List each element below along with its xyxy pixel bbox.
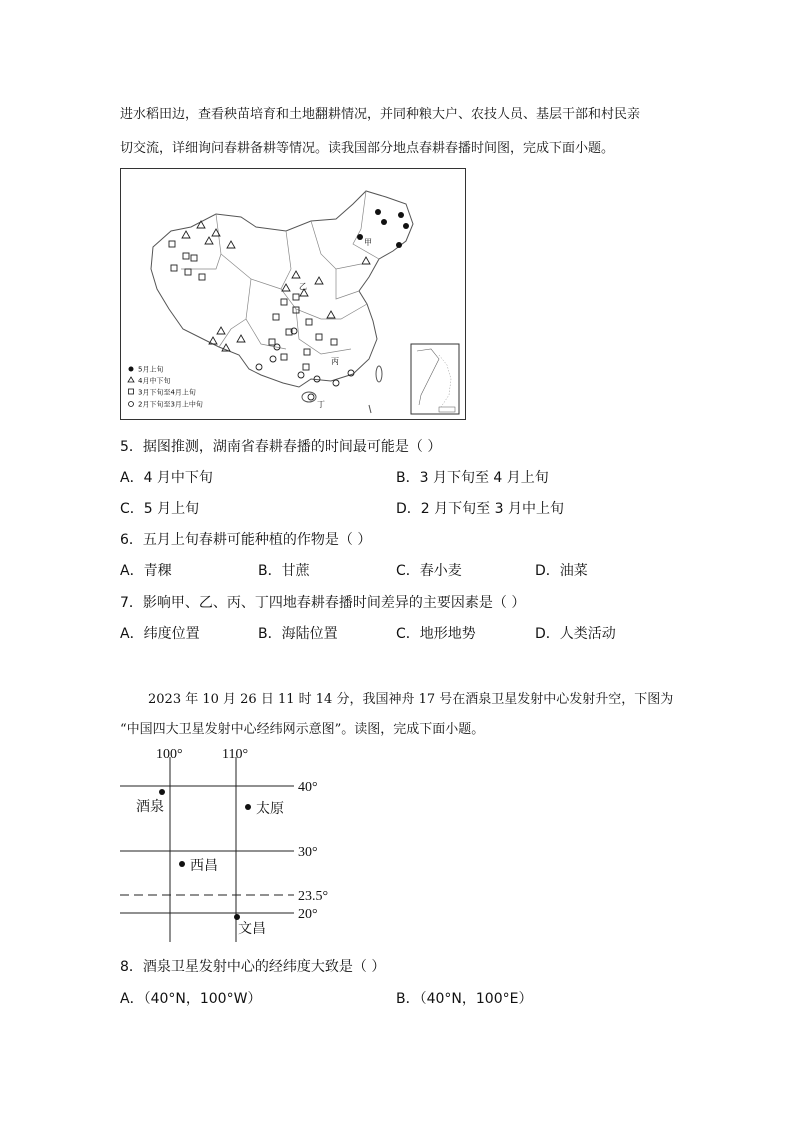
site-label-xichang: 西昌	[190, 858, 218, 874]
q6-option-c[interactable]: C．春小麦	[396, 563, 462, 579]
question-number: 5．	[120, 439, 143, 455]
question-number: 8．	[120, 959, 143, 975]
question-text: 据图推测，湖南省春耕春播的时间最可能是（ ）	[142, 439, 442, 455]
grid-svg	[110, 742, 370, 947]
legend-label-1: 5月上旬	[138, 365, 164, 374]
legend-dot-icon	[129, 367, 134, 372]
intro-line-1: 进水稻田边，查看秧苗培育和土地翻耕情况，并同种粮大户、农技人员、基层干部和村民亲	[120, 107, 641, 122]
q8-option-a[interactable]: A．（40°N，100°W）	[120, 991, 262, 1007]
map-legend	[128, 365, 203, 409]
legend-label-3: 3月下旬至4月上旬	[138, 388, 196, 397]
markers-late-march	[169, 241, 337, 370]
question-text: 五月上旬春耕可能种植的作物是（ ）	[142, 532, 372, 548]
lon-label-100: 100°	[156, 747, 183, 762]
passage2-line-1: 2023 年 10 月 26 日 11 时 14 分，我国神舟 17 号在酒泉卫星发射中心发射升空，下图为	[148, 692, 674, 707]
q8-option-b[interactable]: B．（40°N，100°E）	[396, 991, 533, 1007]
lon-label-110: 110°	[222, 747, 249, 762]
launch-centers-grid-figure	[110, 742, 370, 947]
question-text: 酒泉卫星发射中心的经纬度大致是（ ）	[142, 959, 386, 975]
question-6	[120, 529, 371, 549]
site-dot-xichang	[179, 861, 185, 867]
lat-label-20: 20°	[298, 907, 318, 922]
q5-option-c[interactable]: C．5 月上旬	[120, 501, 200, 517]
lat-label-30: 30°	[298, 845, 318, 860]
q7-option-c[interactable]: C．地形地势	[396, 626, 476, 642]
site-label-wenchang: 文昌	[238, 921, 266, 937]
label-bing: 丙	[331, 357, 339, 366]
label-yi: 乙	[299, 282, 307, 291]
question-number: 6．	[120, 532, 143, 548]
q6-option-d[interactable]: D．油菜	[535, 563, 588, 579]
legend-circle-icon	[129, 402, 134, 407]
question-text: 影响甲、乙、丙、丁四地春耕春播时间差异的主要因素是（ ）	[142, 595, 526, 611]
intro-line-2: 切交流，详细询问春耕备耕等情况。读我国部分地点春耕春播时间图，完成下面小题。	[120, 141, 615, 156]
site-label-taiyuan: 太原	[256, 801, 284, 817]
question-5	[120, 436, 441, 456]
question-7	[120, 592, 525, 612]
markers-mid-april	[182, 221, 370, 351]
legend-label-2: 4月中下旬	[138, 377, 171, 385]
passage2-line-2: “中国四大卫星发射中心经纬网示意图”。读图，完成下面小题。	[120, 722, 485, 737]
label-jia: 甲	[364, 238, 372, 247]
south-china-sea-inset	[411, 344, 459, 414]
q7-option-d[interactable]: D．人类活动	[535, 626, 616, 642]
china-outline	[151, 191, 413, 387]
legend-label-4: 2月下旬至3月上中旬	[138, 400, 203, 409]
q6-option-b[interactable]: B．甘蔗	[258, 563, 310, 579]
q5-option-a[interactable]: A．4 月中下旬	[120, 470, 213, 486]
q7-option-b[interactable]: B．海陆位置	[258, 626, 338, 642]
lat-label-40: 40°	[298, 780, 318, 795]
site-label-jiuquan: 酒泉	[136, 799, 164, 815]
site-dot-taiyuan	[245, 804, 251, 810]
question-number: 7．	[120, 595, 143, 611]
site-dot-jiuquan	[159, 789, 165, 795]
lat-label-23-5: 23.5°	[298, 889, 329, 904]
label-ding: 丁	[317, 400, 325, 409]
china-spring-planting-map	[120, 168, 466, 420]
q6-option-a[interactable]: A．青稞	[120, 563, 172, 579]
q5-option-b[interactable]: B．3 月下旬至 4 月上旬	[396, 470, 549, 486]
legend-triangle-icon	[128, 377, 134, 382]
question-8	[120, 956, 385, 976]
q7-option-a[interactable]: A．纬度位置	[120, 626, 200, 642]
china-map-svg	[121, 169, 465, 419]
site-dot-wenchang	[234, 914, 240, 920]
legend-square-icon	[129, 389, 134, 394]
q5-option-d[interactable]: D．2 月下旬至 3 月中上旬	[396, 501, 564, 517]
